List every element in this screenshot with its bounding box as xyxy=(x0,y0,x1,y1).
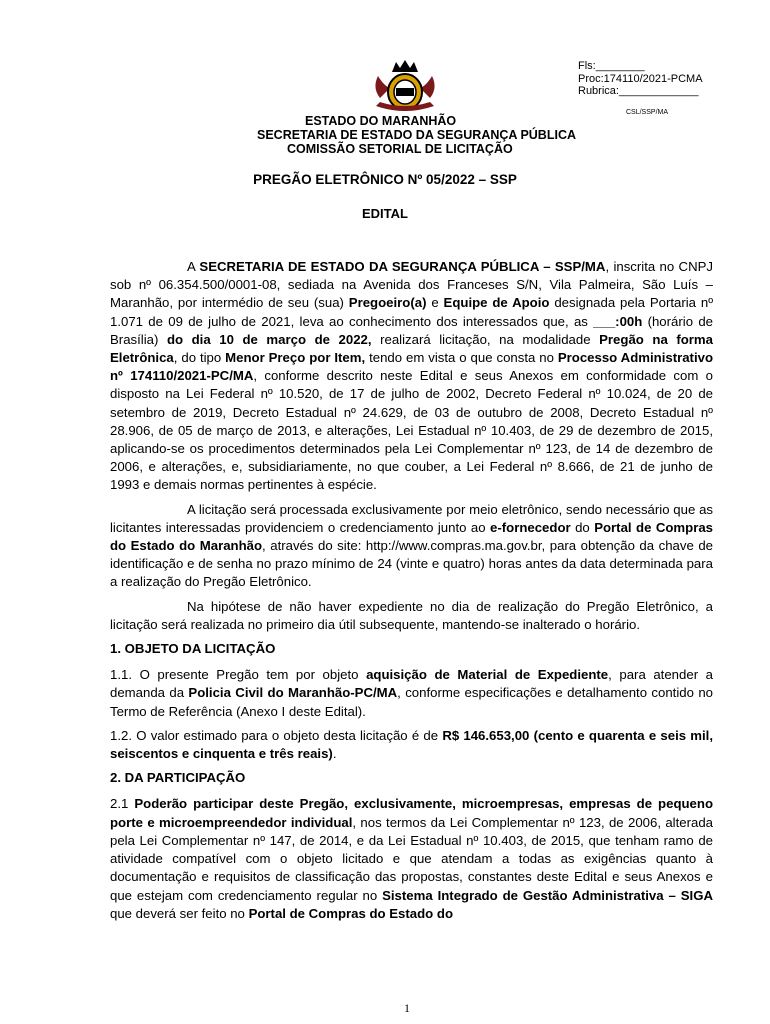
stamp-proc: Proc:174110/2021-PCMA xyxy=(578,72,703,85)
clause-1-2: 1.2. O valor estimado para o objeto desta licitação é de R$ 146.653,00 (cento e quarenta e seis mil, seiscentos e cinquenta e três reais). xyxy=(110,727,713,762)
page-number: 1 xyxy=(404,1001,410,1015)
protocol-stamp xyxy=(578,60,703,98)
header-secretary: SECRETARIA DE ESTADO DA SEGURANÇA PÚBLICA xyxy=(257,128,576,142)
document-subtitle: EDITAL xyxy=(362,206,408,221)
section-heading-1: 1. OBJETO DA LICITAÇÃO xyxy=(110,641,276,657)
clause-1-1: 1.1. O presente Pregão tem por objeto aquisição de Material de Expediente, para atender a demanda da Policia Civil do Maranhão-PC/MA, conforme especificações e detalhamento contido no Termo de Referência (Anexo I deste Edital). xyxy=(110,667,713,719)
header-state: ESTADO DO MARANHÃO xyxy=(305,114,457,128)
document-body xyxy=(110,258,713,929)
paragraph-intro: A SECRETARIA DE ESTADO DA SEGURANÇA PÚBLICA – SSP/MA, inscrita no CNPJ sob nº 06.354.500/0001-08, sediada na Avenida dos Franceses S/N, Vila Palmeira, São Luís – Maranhão, por intermédio de seu (sua) Pregoeiro(a) e Equipe de Apoio designada pela Portaria nº 1.071 de 09 de julho de 2021, leva ao conhecimento dos interessados que, as ___:00h (horário de Brasília) do dia 10 de março de 2022, realizará licitação, na modalidade Pregão na forma Eletrônica, do tipo Menor Preço por Item, tendo em vista o que consta no Processo Administrativo nº 174110/2021-PC/MA, conforme descrito neste Edital e seus Anexos em conformidade com o disposto na Lei Federal nº 10.520, de 17 de julho de 2002, Decreto Federal nº 10.024, de 20 de setembro de 2019, Decreto Estadual nº 24.629, de 03 de outubro de 2008, Decreto Estadual nº 28.906, de 05 de março de 2013, e alterações, Lei Estadual nº 10.403, de 29 de dezembro de 2015, aplicando-se os procedimentos determinados pela Lei Complementar nº 123, de 14 de dezembro de 2006, e alterações, e, subsidiariamente, no que couber, a Lei Federal nº 8.666, de 21 de junho de 1993 e demais normas pertinentes à espécie. xyxy=(110,259,714,493)
stamp-fls: Fls:________ xyxy=(578,60,645,72)
clause-2-1: 2.1 Poderão participar deste Pregão, exclusivamente, microempresas, empresas de pequeno porte e microempreendedor individual, nos termos da Lei Complementar nº 123, de 2006, alterada pela Lei Complementar nº 147, de 2014, e da Lei Estadual nº 10.403, de 2015, que tenham ramo de atividade compatível com o objeto licitado e que atendam a todas as exigências quanto à documentação e requisitos de classificação das propostas, constantes deste Edital e seus Anexos e que estejam com credenciamento regular no Sistema Integrado de Gestão Administrativa – SIGA que deverá ser feito no Portal de Compras do Estado do xyxy=(110,796,714,921)
document-title: PREGÃO ELETRÔNICO Nº 05/2022 – SSP xyxy=(253,172,517,187)
header-commission: COMISSÃO SETORIAL DE LICITAÇÃO xyxy=(287,142,513,156)
stamp-rubrica: Rubrica:_____________ xyxy=(578,85,699,97)
paragraph-electronic: A licitação será processada exclusivamente por meio eletrônico, sendo necessário que as licitantes interessadas providenciem o credenciamento junto ao e-fornecedor do Portal de Compras do Estado do Maranhão, através do site: http://www.compras.ma.gov.br, para obtenção da chave de identificação e de senha no prazo mínimo de 24 (vinte e quatro) horas antes da data determinada para a realização do Pregão Eletrônico. xyxy=(110,501,714,590)
coat-of-arms-icon xyxy=(370,58,440,116)
paragraph-holiday: Na hipótese de não haver expediente no dia de realização do Pregão Eletrônico, a licitação será realizada no primeiro dia útil subsequente, mantendo-se inalterado o horário. xyxy=(110,598,713,632)
section-heading-2: 2. DA PARTICIPAÇÃO xyxy=(110,770,246,786)
stamp-csl: CSL/SSP/MA xyxy=(626,109,669,116)
